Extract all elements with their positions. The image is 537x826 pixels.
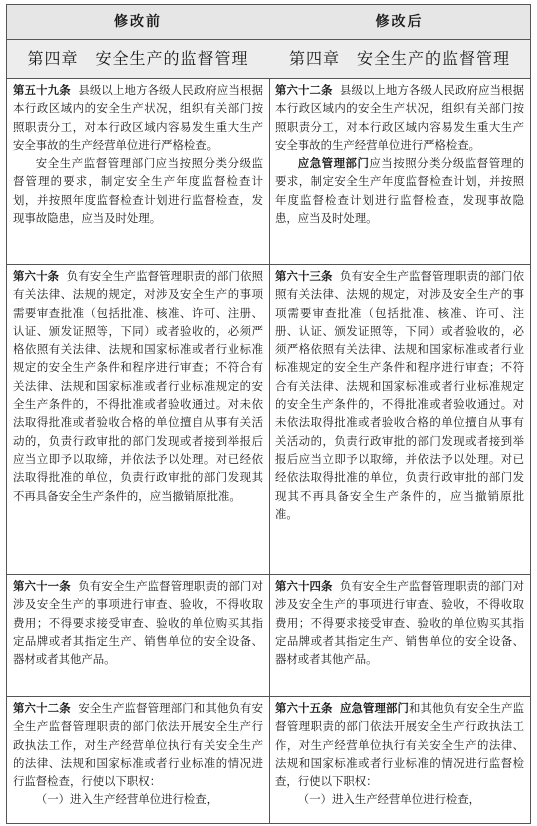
- article-63-after: [269, 265, 530, 575]
- article-text: 负有安全生产监督管理职责的部门对涉及安全生产的事项进行审查、验收，不得收取费用；不得要求接受审查、验收的单位购买其指定品牌或者其指定生产、销售单位的安全设备、器材或者其他产品。: [275, 579, 524, 667]
- header-after: 修改后: [269, 5, 530, 40]
- article-text: 负有安全生产监督管理职责的部门依照有关法律、法规的规定，对涉及安全生产的事项需要审查批准（包括批准、核准、许可、注册、认证、颁发证照等，下同）或者验收的，必须严格依照有关法律、法规和国家标准或者行业标准规定的安全生产条件和程序进行审查；不符合有关法律、法规和国家标准或者行业标准规定的安全生产条件的，不得批准或者验收通过。对未依法取得批准或者验收合格的单位擅自从事有关活动的，负责行政审批的部门发现或者接到举报后应当立即予以取缔，并依法予以处理。对已经依法取得批准的单位，负责行政审批的部门发现其不再具备安全生产条件的，应当撤销原批准。: [13, 269, 263, 503]
- article-60-before: [7, 265, 269, 575]
- column-after: [269, 5, 530, 823]
- article-number: 第六十二条: [13, 701, 71, 715]
- article-text: （一）进入生产经营单位进行检查，: [297, 792, 481, 807]
- chapter-title-after: 第四章 安全生产的监督管理: [269, 40, 530, 79]
- article-text: 负有安全生产监督管理职责的部门依照有关法律、法规的规定，对涉及安全生产的事项需要审查批准（包括批准、核准、许可、注册、认证、颁发证照等，下同）或者验收的，必须严格依照有关法律、法规和国家标准或者行业标准规定的安全生产条件和程序进行审查；不符合有关法律、法规和国家标准或者行业标准规定的安全生产条件的，不得批准或者验收通过。对未依法取得批准或者验收合格的单位擅自从事有关活动的，负责行政审批的部门发现或者接到举报后应当立即予以取缔，并依法予以处理。对已经依法取得批准的单位，负责行政审批的部门发现其不再具备安全生产条件的，应当撤销原批准。: [275, 269, 524, 521]
- article-65-after: [269, 697, 530, 825]
- amended-term: 应急管理部门: [297, 156, 370, 171]
- comparison-table: [6, 4, 531, 824]
- amended-term: 应急管理部门: [340, 701, 410, 715]
- article-text: （一）进入生产经营单位进行检查，: [35, 792, 219, 807]
- article-64-after: [269, 575, 530, 697]
- article-text: 县级以上地方各级人民政府应当根据本行政区域内的安全生产状况，组织有关部门按照职责分工，对本行政区域内容易发生重大生产安全事故的生产经营单位进行严格检查。: [275, 83, 524, 152]
- article-61-before: [7, 575, 269, 697]
- header-before: 修改前: [7, 5, 269, 40]
- column-before: [7, 5, 270, 823]
- article-number: 第六十一条: [13, 579, 71, 593]
- article-number: 第六十二条: [275, 83, 333, 97]
- article-number: 第五十九条: [13, 83, 71, 97]
- article-62-before: [7, 697, 269, 825]
- article-number: 第六十三条: [275, 269, 333, 283]
- article-59-before: [7, 79, 269, 265]
- article-text: 安全生产监督管理部门和其他负有安全生产监督管理职责的部门依法开展安全生产行政执法工作，对生产经营单位执行有关安全生产的法律、法规和国家标准或者行业标准的情况进行监督检查，行使以下职权：: [13, 701, 263, 789]
- chapter-title-before: 第四章 安全生产的监督管理: [7, 40, 269, 79]
- article-number: 第六十四条: [275, 579, 333, 593]
- article-text: 安全生产监督管理部门应当按照分类分级监督管理的要求，制定安全生产年度监督检查计划，并按照年度监督检查计划进行监督检查，发现事故隐患，应当及时处理。: [13, 156, 263, 226]
- article-number: 第六十五条: [275, 701, 333, 715]
- article-number: 第六十条: [13, 269, 60, 283]
- article-text: 负有安全生产监督管理职责的部门对涉及安全生产的事项进行审查、验收，不得收取费用；不得要求接受审查、验收的单位购买其指定品牌或者其指定生产、销售单位的安全设备、器材或者其他产品。: [13, 579, 263, 667]
- article-62-after: [269, 79, 530, 265]
- article-text: 和其他负有安全生产监督管理职责的部门依法开展安全生产行政执法工作，对生产经营单位执行有关安全生产的法律、法规和国家标准或者行业标准的情况进行监督检查，行使以下职权：: [275, 701, 524, 789]
- article-text: 应当按照分类分级监督管理的要求，制定安全生产年度监督检查计划，并按照年度监督检查计划进行监督检查，发现事故隐患，应当及时处理。: [275, 156, 524, 226]
- article-text: 县级以上地方各级人民政府应当根据本行政区域内的安全生产状况，组织有关部门按照职责分工，对本行政区域内容易发生重大生产安全事故的生产经营单位进行严格检查。: [13, 83, 263, 152]
